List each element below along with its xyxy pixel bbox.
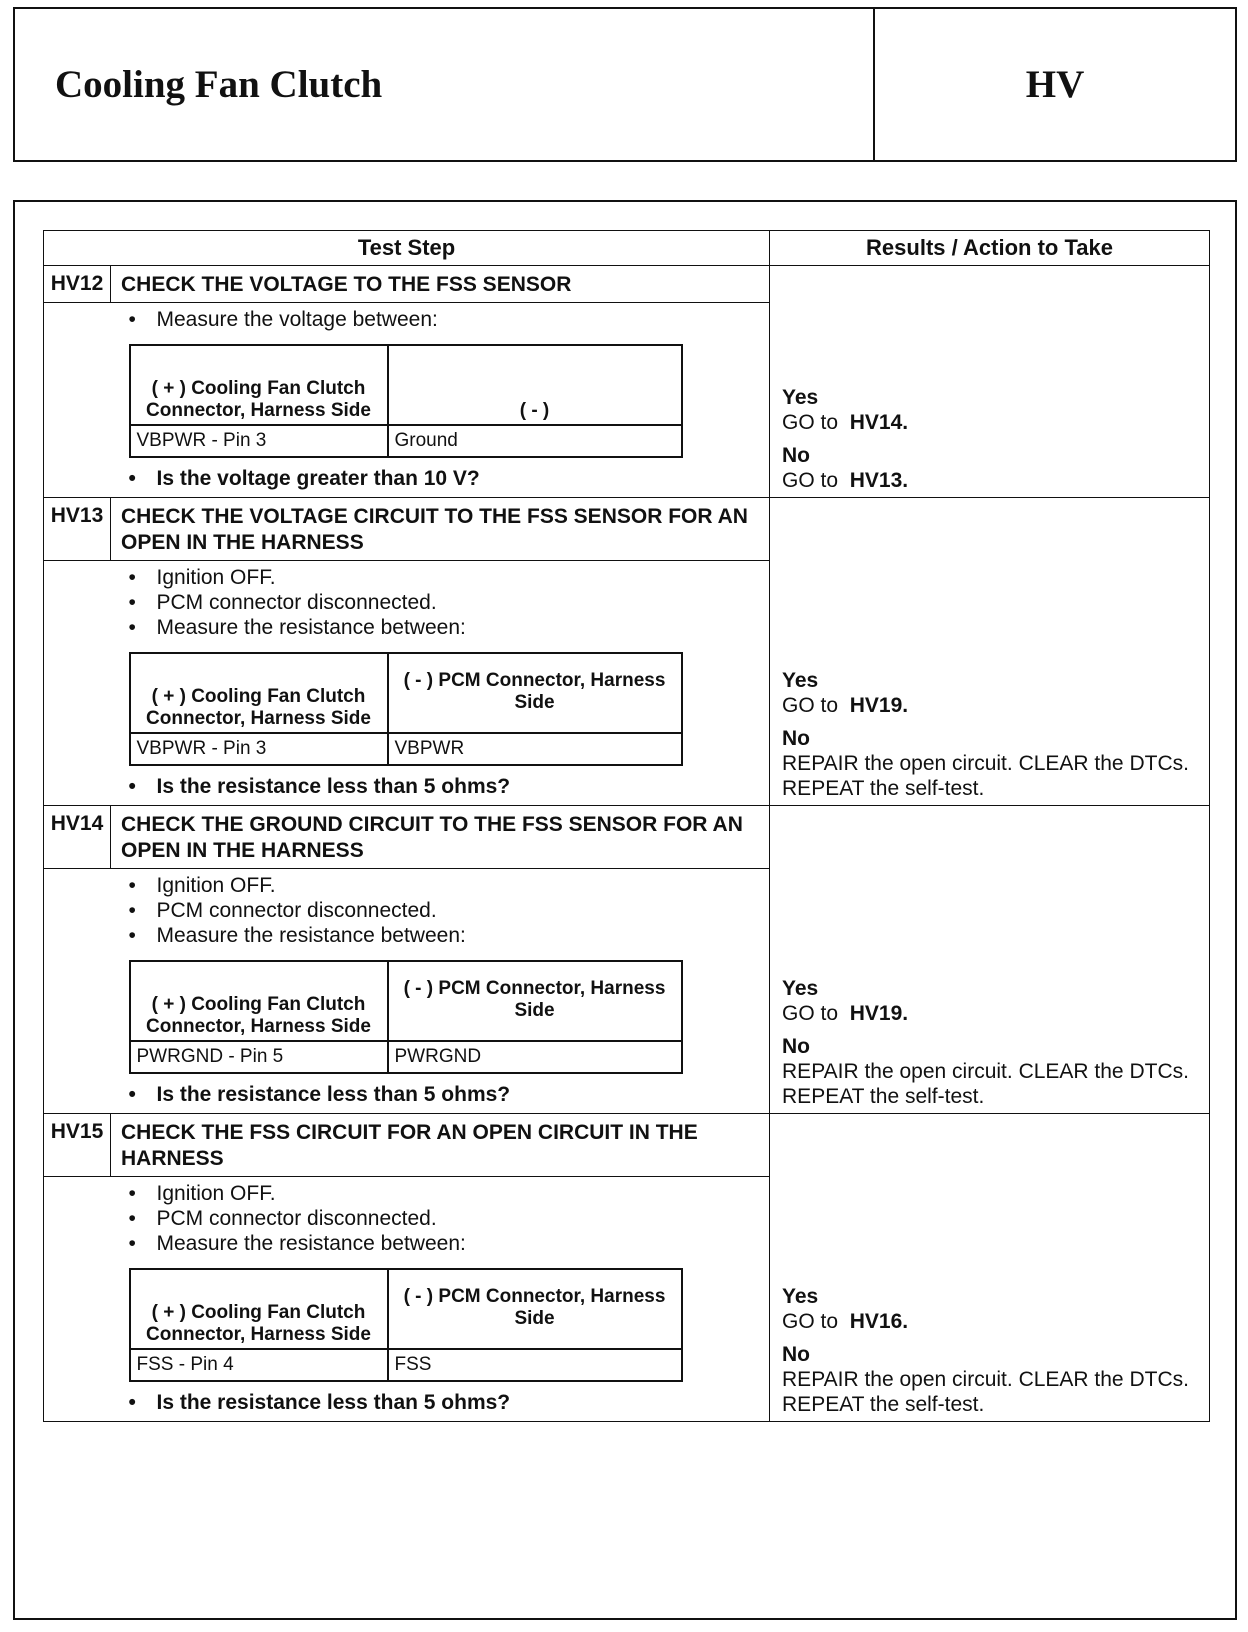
negative-lead-header: ( - ) PCM Connector, Harness Side: [388, 1269, 682, 1349]
step-title: CHECK THE GROUND CIRCUIT TO THE FSS SENSOR FOR AN OPEN IN THE HARNESS: [111, 806, 770, 869]
step-question: • Is the voltage greater than 10 V?: [121, 466, 762, 491]
step-instruction: • Ignition OFF.: [121, 1181, 762, 1206]
step-title-row: [44, 806, 1210, 869]
step-result: [770, 498, 1210, 806]
step-instruction: • Measure the resistance between:: [121, 1231, 762, 1256]
positive-lead-value: PWRGND - Pin 5: [130, 1041, 388, 1073]
step-result: [770, 1114, 1210, 1422]
step-id: HV13: [44, 498, 111, 561]
step-result: [770, 806, 1210, 1114]
yes-action: GO to HV14.: [782, 411, 909, 434]
negative-lead-value: VBPWR: [388, 733, 682, 765]
no-label: No: [782, 1343, 811, 1366]
positive-lead-header: ( + ) Cooling Fan Clutch Connector, Harness Side: [130, 961, 388, 1041]
step-title: CHECK THE FSS CIRCUIT FOR AN OPEN CIRCUIT IN THE HARNESS: [111, 1114, 770, 1177]
no-action: REPAIR the open circuit. CLEAR the DTCs. REPEAT the self-test.: [782, 1060, 1189, 1108]
no-target-step: HV13.: [849, 469, 909, 492]
yes-target-step: HV19.: [849, 1002, 909, 1025]
step-instruction: • PCM connector disconnected.: [121, 590, 762, 615]
no-label: No: [782, 1035, 811, 1058]
yes-label: Yes: [782, 386, 819, 409]
column-test-step: Test Step: [44, 231, 770, 266]
step-body: [111, 561, 770, 806]
yes-action: GO to HV19.: [782, 1002, 909, 1025]
yes-target-step: HV19.: [849, 694, 909, 717]
step-title: CHECK THE VOLTAGE CIRCUIT TO THE FSS SENSOR FOR AN OPEN IN THE HARNESS: [111, 498, 770, 561]
connector-table: [129, 960, 683, 1074]
step-id-spacer: [44, 561, 111, 806]
step-title: CHECK THE VOLTAGE TO THE FSS SENSOR: [111, 266, 770, 303]
yes-action: GO to HV16.: [782, 1310, 909, 1333]
step-id: HV15: [44, 1114, 111, 1177]
step-instruction: • PCM connector disconnected.: [121, 1206, 762, 1231]
question-list: [121, 774, 762, 799]
diagnostic-table: [43, 230, 1210, 1422]
step-id-spacer: [44, 1177, 111, 1422]
positive-lead-header: ( + ) Cooling Fan Clutch Connector, Harness Side: [130, 1269, 388, 1349]
yes-label: Yes: [782, 977, 819, 1000]
step-body: [111, 869, 770, 1114]
yes-target-step: HV14.: [849, 411, 909, 434]
step-title-row: [44, 266, 1210, 303]
instruction-list: [121, 307, 762, 332]
step-instruction: • Ignition OFF.: [121, 565, 762, 590]
page-title: Cooling Fan Clutch: [55, 63, 383, 106]
no-action: REPAIR the open circuit. CLEAR the DTCs. REPEAT the self-test.: [782, 752, 1189, 800]
instruction-list: [121, 1181, 762, 1256]
step-id-spacer: [44, 869, 111, 1114]
connector-table: [129, 652, 683, 766]
negative-lead-header: ( - ) PCM Connector, Harness Side: [388, 653, 682, 733]
step-instruction: • PCM connector disconnected.: [121, 898, 762, 923]
question-list: [121, 1390, 762, 1415]
instruction-list: [121, 565, 762, 640]
negative-lead-header: ( - ): [388, 345, 682, 425]
page-header: [13, 7, 1237, 162]
section-code: HV: [873, 9, 1235, 160]
no-label: No: [782, 444, 811, 467]
step-instruction: • Measure the resistance between:: [121, 615, 762, 640]
step-id: HV12: [44, 266, 111, 303]
negative-lead-value: Ground: [388, 425, 682, 457]
positive-lead-header: ( + ) Cooling Fan Clutch Connector, Harness Side: [130, 345, 388, 425]
step-instruction: • Measure the voltage between:: [121, 307, 762, 332]
step-body: [111, 1177, 770, 1422]
question-list: [121, 1082, 762, 1107]
no-action: GO to HV13.: [782, 469, 909, 492]
connector-table: [129, 1268, 683, 1382]
yes-target-step: HV16.: [849, 1310, 909, 1333]
negative-lead-value: PWRGND: [388, 1041, 682, 1073]
column-results: Results / Action to Take: [770, 231, 1210, 266]
instruction-list: [121, 873, 762, 948]
step-id: HV14: [44, 806, 111, 869]
step-result: [770, 266, 1210, 498]
step-question: • Is the resistance less than 5 ohms?: [121, 1082, 762, 1107]
positive-lead-value: VBPWR - Pin 3: [130, 425, 388, 457]
table-header-row: [44, 231, 1210, 266]
positive-lead-value: FSS - Pin 4: [130, 1349, 388, 1381]
positive-lead-header: ( + ) Cooling Fan Clutch Connector, Harness Side: [130, 653, 388, 733]
no-label: No: [782, 727, 811, 750]
yes-label: Yes: [782, 1285, 819, 1308]
steps-body: [44, 266, 1210, 1422]
yes-label: Yes: [782, 669, 819, 692]
step-title-row: [44, 498, 1210, 561]
step-body: [111, 303, 770, 498]
content-frame: [13, 200, 1237, 1620]
question-list: [121, 466, 762, 491]
negative-lead-value: FSS: [388, 1349, 682, 1381]
step-instruction: • Ignition OFF.: [121, 873, 762, 898]
connector-table: [129, 344, 683, 458]
step-instruction: • Measure the resistance between:: [121, 923, 762, 948]
step-question: • Is the resistance less than 5 ohms?: [121, 1390, 762, 1415]
negative-lead-header: ( - ) PCM Connector, Harness Side: [388, 961, 682, 1041]
yes-action: GO to HV19.: [782, 694, 909, 717]
no-action: REPAIR the open circuit. CLEAR the DTCs. REPEAT the self-test.: [782, 1368, 1189, 1416]
step-title-row: [44, 1114, 1210, 1177]
positive-lead-value: VBPWR - Pin 3: [130, 733, 388, 765]
step-id-spacer: [44, 303, 111, 498]
step-question: • Is the resistance less than 5 ohms?: [121, 774, 762, 799]
